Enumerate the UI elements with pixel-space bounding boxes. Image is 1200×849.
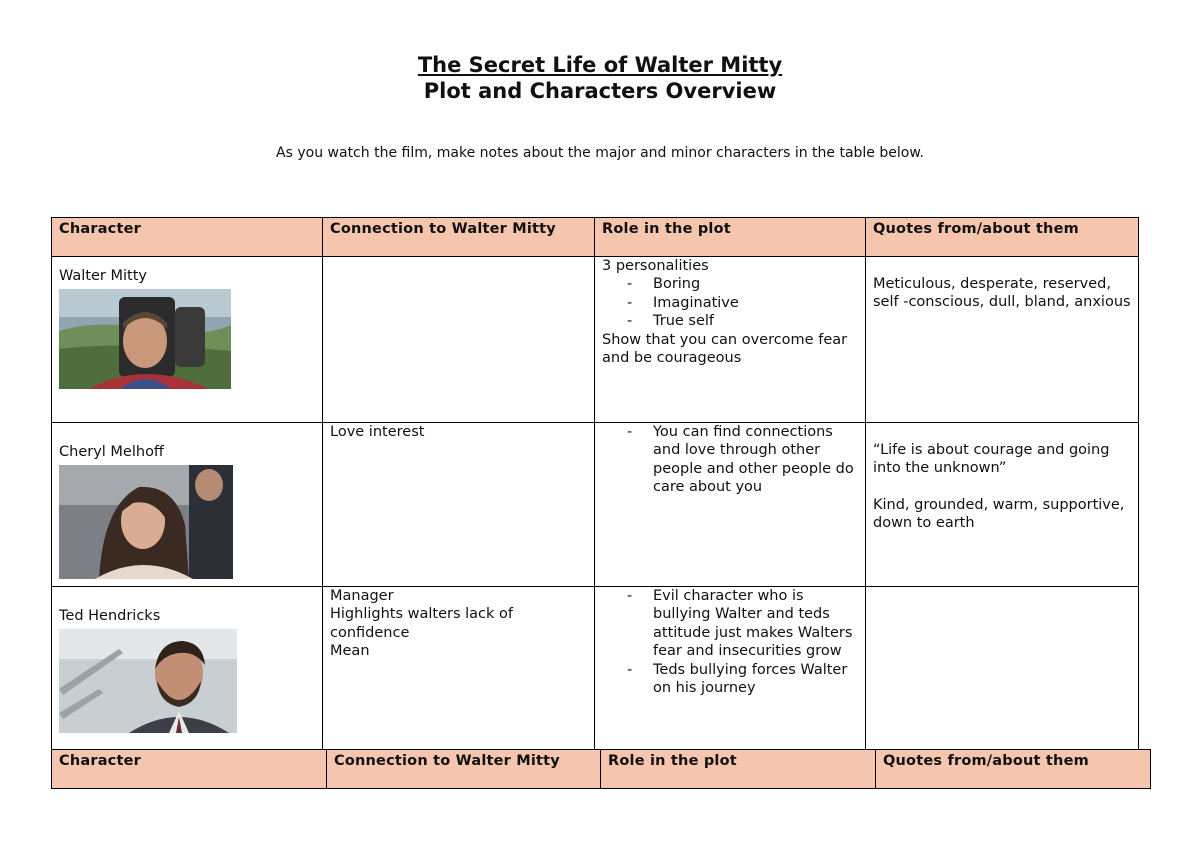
list-item: - You can find connections and love through other people and other people do care about you [653, 423, 858, 497]
header-quotes: Quotes from/about them [866, 218, 1139, 257]
header-character: Character [52, 750, 327, 789]
character-cell [52, 257, 323, 423]
character-cell [52, 587, 323, 753]
quotes-cell [866, 423, 1139, 587]
character-name: Ted Hendricks [59, 608, 161, 624]
role-cell [595, 423, 866, 587]
table-row [52, 587, 1139, 753]
table-header-row [52, 218, 1139, 257]
title-block [0, 52, 1200, 104]
character-cell [52, 423, 323, 587]
role-cell [595, 257, 866, 423]
list-item: - Evil character who is bullying Walter and teds attitude just makes Walters fear and insecurities grow [653, 587, 858, 661]
characters-table [51, 217, 1139, 753]
connection-cell [323, 257, 595, 423]
list-item: - True self [653, 312, 858, 330]
character-name: Cheryl Melhoff [59, 444, 164, 460]
connection-text: Manager [330, 588, 394, 604]
table-row [52, 257, 1139, 423]
connection-text: Highlights walters lack of confidence [330, 606, 513, 641]
instructions-text: As you watch the film, make notes about the major and minor characters in the table below. [276, 145, 924, 161]
list-item: - Boring [653, 275, 858, 293]
table-row [52, 423, 1139, 587]
list-item: - Teds bullying forces Walter on his journey [653, 661, 858, 698]
document-subtitle: Plot and Characters Overview [423, 79, 777, 103]
cheryl-melhoff-photo [59, 465, 233, 579]
quote-text: Kind, grounded, warm, supportive, down to earth [873, 496, 1125, 532]
quote-text: “Life is about courage and going into the unknown” [873, 442, 1110, 477]
quotes-cell [866, 257, 1139, 423]
character-name: Walter Mitty [59, 268, 147, 284]
quote-text: Meticulous, desperate, reserved, self -conscious, dull, bland, anxious [873, 276, 1131, 311]
repeated-header-table [51, 749, 1151, 789]
role-list [602, 275, 858, 330]
header-role: Role in the plot [601, 750, 876, 789]
connection-cell [323, 423, 595, 587]
connection-cell [323, 587, 595, 753]
header-connection: Connection to Walter Mitty [327, 750, 601, 789]
table-header-row [52, 750, 1151, 789]
connection-text: Love interest [330, 424, 425, 440]
role-cell [595, 587, 866, 753]
role-outro: Show that you can overcome fear and be courageous [602, 331, 848, 367]
connection-text: Mean [330, 643, 370, 660]
document-title: The Secret Life of Walter Mitty [417, 53, 783, 77]
role-list [602, 423, 858, 497]
header-role: Role in the plot [595, 218, 866, 257]
role-intro: 3 personalities [602, 258, 709, 274]
header-character: Character [52, 218, 323, 257]
header-connection: Connection to Walter Mitty [323, 218, 595, 257]
list-item: - Imaginative [653, 294, 858, 312]
quotes-cell [866, 587, 1139, 753]
header-quotes: Quotes from/about them [876, 750, 1151, 789]
walter-mitty-photo [59, 289, 231, 389]
role-list [602, 587, 858, 697]
ted-hendricks-photo [59, 629, 237, 733]
